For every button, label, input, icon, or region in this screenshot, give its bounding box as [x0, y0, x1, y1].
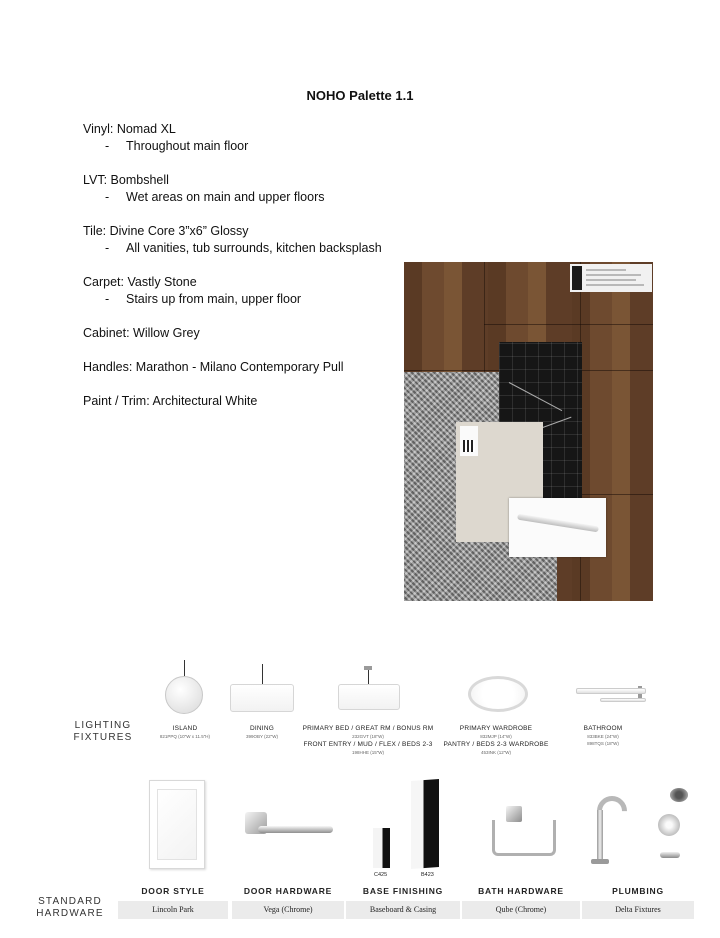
spec-label: Tile: Divine Core 3”x6” Glossy [83, 224, 249, 238]
spec-detail: Throughout main floor [126, 139, 249, 153]
section-label-line: LIGHTING [74, 720, 132, 731]
hardware-value: Qube (Chrome) [462, 901, 580, 919]
hardware-category: BATH HARDWARE [478, 886, 564, 896]
drum-pendant-icon [230, 684, 294, 712]
cabinet-handle-sample [509, 498, 606, 557]
door-panel [157, 789, 197, 860]
spec-label: Carpet: Vastly Stone [83, 275, 197, 289]
faucet-base-icon [591, 859, 609, 864]
spec-label: Vinyl: Nomad XL [83, 122, 176, 136]
spec-detail-row [83, 291, 403, 308]
page-title: NOHO Palette 1.1 [306, 88, 414, 103]
hardware-value: Baseboard & Casing [346, 901, 460, 919]
fixture-name: ISLAND [172, 725, 198, 732]
fixture-name: BATHROOM [583, 725, 623, 732]
spec-paint [83, 393, 403, 410]
pull-handle-icon [517, 514, 599, 533]
spec-cabinet [83, 325, 403, 342]
fixture-name: PRIMARY BED / GREAT RM / BONUS RM [302, 725, 434, 732]
spec-label: Handles: Marathon - Milano Contemporary Pull [83, 360, 344, 374]
spec-handles [83, 359, 403, 376]
fixture-primary-bed [298, 724, 438, 756]
faucet-body-icon [597, 810, 603, 864]
sample-label-card [570, 264, 652, 292]
baseboard-profile-icon [411, 779, 439, 869]
fixture-primary-wardrobe [440, 724, 552, 756]
qr-code-icon [463, 440, 475, 452]
material-samples-photo [404, 262, 653, 601]
spec-carpet [83, 274, 403, 308]
towel-holder-arm-icon [492, 820, 556, 856]
casing-profile-icon [373, 828, 390, 868]
hardware-section-label [30, 896, 110, 920]
vanity-light-bar-icon [600, 698, 646, 702]
fixture-bathroom [568, 724, 638, 747]
baseboard-code: B423 [421, 872, 434, 878]
spec-label: Cabinet: Willow Grey [83, 326, 200, 340]
fixture-sku: 399OBY (22"W) [245, 734, 279, 739]
spec-detail: Stairs up from main, upper floor [126, 292, 302, 306]
spec-label: LVT: Bombshell [83, 173, 169, 187]
semi-flush-drum-icon [338, 684, 400, 710]
spec-lvt [83, 172, 403, 206]
spec-label: Paint / Trim: Architectural White [83, 394, 258, 408]
brand-logo-icon [572, 266, 582, 290]
plank-line [484, 262, 485, 372]
fixture-sku: 833BKE (24"W) [587, 734, 619, 739]
pendant-cord [184, 660, 185, 676]
casing-code: C425 [374, 872, 388, 878]
hardware-category: PLUMBING [612, 886, 664, 896]
fixture-sku: 832MJP (14"W) [480, 734, 512, 739]
door-style-icon [149, 780, 205, 869]
tub-spout-icon [660, 852, 680, 858]
fixture-name: DINING [250, 725, 274, 732]
fixture-sku: 453INK (12"W) [480, 750, 512, 755]
fixture-island [140, 724, 230, 740]
pendant-cord [262, 664, 263, 684]
hardware-value: Delta Fixtures [582, 901, 694, 919]
material-spec-list [83, 121, 403, 427]
section-label-line: STANDARD [38, 896, 102, 907]
fixture-sku: 198HHE (15"W) [351, 750, 385, 755]
fixture-name: FRONT ENTRY / MUD / FLEX / BEDS 2-3 [303, 741, 433, 748]
spec-detail-row [83, 189, 403, 206]
spec-vinyl [83, 121, 403, 155]
hardware-value: Lincoln Park [118, 901, 228, 919]
hardware-value: Vega (Chrome) [232, 901, 344, 919]
label-line [586, 269, 626, 271]
bullet-dash: - [105, 241, 110, 255]
fixture-name: PRIMARY WARDROBE [459, 725, 533, 732]
bullet-dash: - [105, 139, 110, 153]
section-label-line: FIXTURES [73, 732, 133, 743]
bullet-dash: - [105, 190, 110, 204]
fixture-sku: 821PPQ (10"W x 11.5"H) [159, 734, 211, 739]
spec-detail-row [83, 138, 403, 155]
fixture-sku: 898TQS (18"W) [587, 741, 619, 746]
label-line [586, 279, 636, 281]
lighting-section-label [70, 720, 136, 744]
bullet-dash: - [105, 292, 110, 306]
plank-seam [484, 324, 653, 325]
section-label-line: HARDWARE [36, 908, 104, 919]
vanity-light-bar-icon [576, 688, 646, 694]
sample-label-card [460, 426, 478, 456]
spec-detail: Wet areas on main and upper floors [126, 190, 325, 204]
hardware-category: DOOR STYLE [141, 886, 205, 896]
fixture-sku: 232GVT (18"W) [352, 734, 384, 739]
label-line [586, 274, 641, 276]
fixture-dining [222, 724, 302, 740]
hardware-category: BASE FINISHING [362, 886, 444, 896]
fixture-name: PANTRY / BEDS 2-3 WARDROBE [443, 741, 549, 748]
hardware-category: DOOR HARDWARE [243, 886, 333, 896]
label-line [586, 284, 644, 286]
flush-mount-light-icon [468, 676, 528, 712]
shower-valve-icon [658, 814, 680, 836]
globe-pendant-icon [165, 676, 203, 714]
shower-head-icon [670, 788, 688, 802]
pendant-rod [368, 670, 369, 684]
spec-detail-row [83, 240, 403, 257]
spec-tile [83, 223, 403, 257]
spec-detail: All vanities, tub surrounds, kitchen backsplash [126, 241, 382, 255]
door-lever-handle-icon [258, 826, 333, 833]
